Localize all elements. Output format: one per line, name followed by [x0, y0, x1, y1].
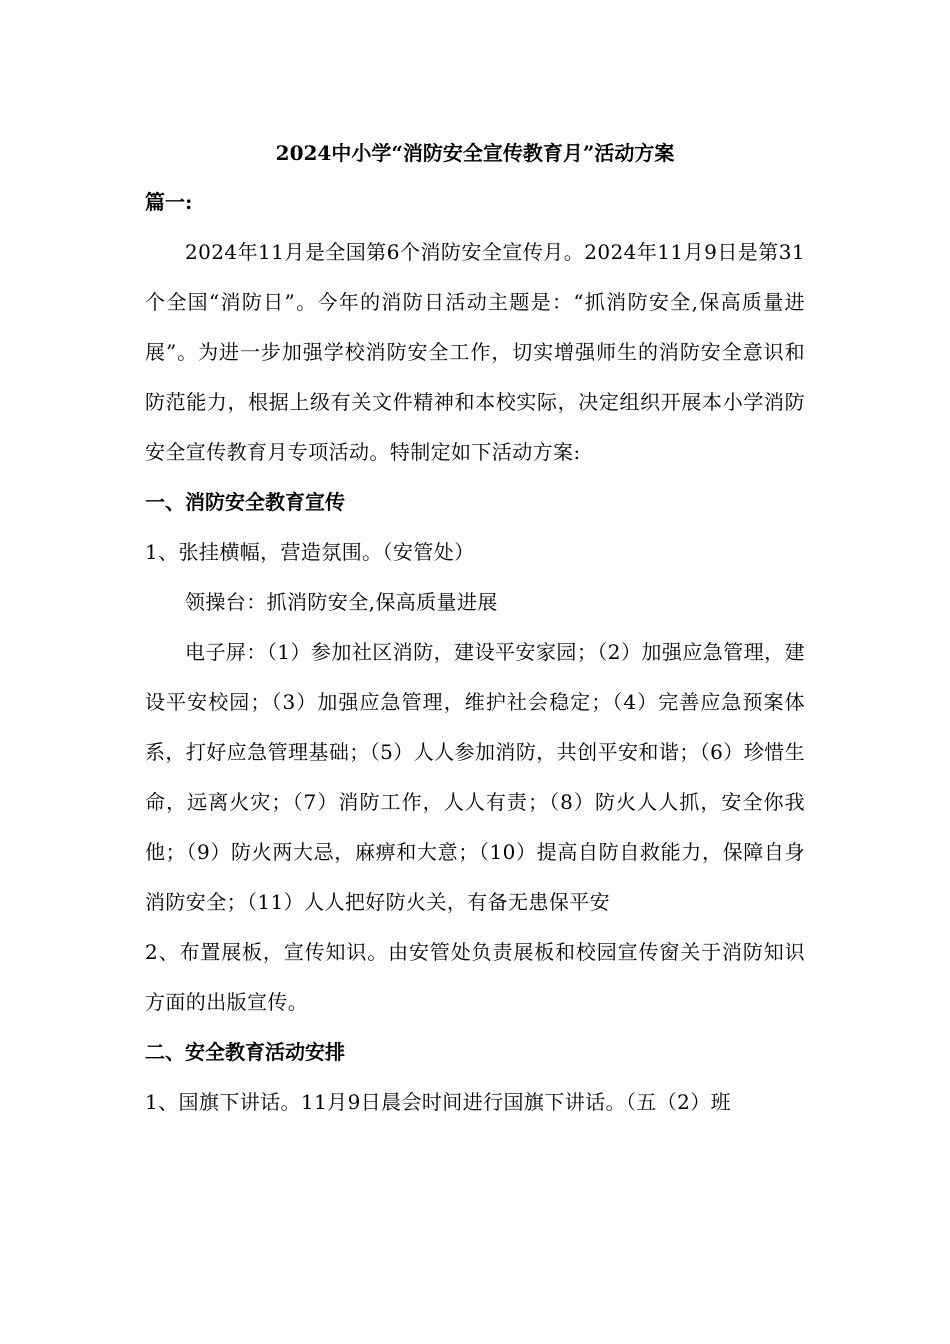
podium-slogan: 领操台：抓消防安全,保高质量进展 [185, 590, 498, 614]
screen-slogans: 电子屏：（1）参加社区消防，建设平安家园；（2）加强应急管理，建设平安校园；（3）加强应急管理，维护社会稳定；（4）完善应急预案体系，打好应急管理基础；（5）人人参加消防，共创平安和谐；（6）珍惜生命，远离火灾；（7）消防工作，人人有责；（8）防火人人抓，安全你我他；（9）防火两大忌，麻痹和大意；（10）提高自防自救能力，保障自身消防安全；（11）人人把好防火关，有备无患保平安 [145, 640, 805, 914]
item-flag-speech: 1、国旗下讲话。11月9日晨会时间进行国旗下讲话。（五（2）班 [145, 1090, 732, 1114]
heading-activities: 二、安全教育活动安排 [145, 1040, 345, 1064]
section-label: 篇一: [145, 190, 193, 214]
item-banners: 1、张挂横幅，营造氛围。（安管处） [145, 540, 475, 564]
heading-publicity: 一、消防安全教育宣传 [145, 490, 345, 514]
document-body [145, 133, 805, 1127]
document-title: 2024中小学“消防安全宣传教育月”活动方案 [275, 141, 675, 165]
item-display-boards: 2、布置展板，宣传知识。由安管处负责展板和校园宣传窗关于消防知识方面的出版宣传。 [145, 940, 805, 1014]
intro-paragraph: 2024年11月是全国第6个消防安全宣传月。2024年11月9日是第31个全国“消防日”。今年的消防日活动主题是：“抓消防安全,保高质量进展”。为进一步加强学校消防安全工作，切实增强师生的消防安全意识和防范能力，根据上级有关文件精神和本校实际，决定组织开展本小学消防安全宣传教育月专项活动。特制定如下活动方案: [145, 240, 805, 464]
